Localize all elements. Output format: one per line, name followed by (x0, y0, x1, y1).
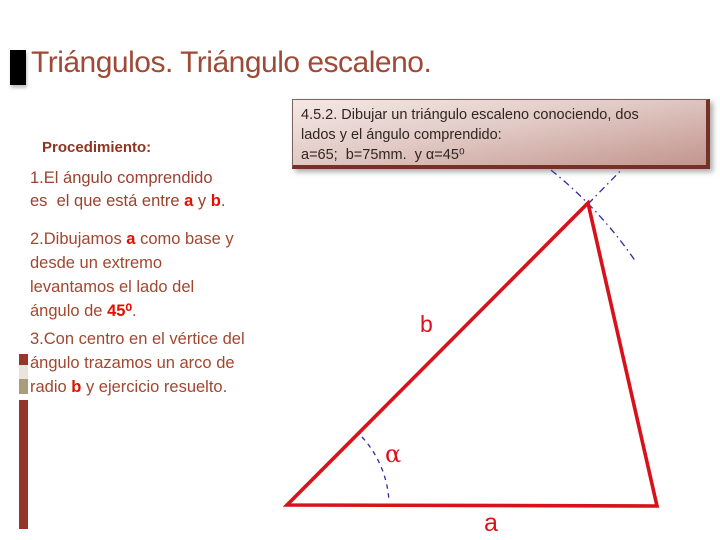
side-a-label: a (484, 509, 498, 537)
side-b-label: b (420, 311, 433, 337)
procedure-heading: Procedimiento: (42, 139, 152, 156)
construction-arc-radius-b (538, 160, 636, 262)
procedure-step-1: 1.El ángulo comprendido es el que está entre a y b. (30, 169, 226, 210)
procedure-step-3: 3.Con centro en el vértice del ángulo trazamos un arco de radio b y ejercicio resuelto. (30, 330, 245, 396)
slide-title: Triángulos. Triángulo escaleno. (31, 46, 432, 79)
procedure-step-2: 2.Dibujamos a como base y desde un extremo levantamos el lado del ángulo de 45⁰. (30, 230, 234, 320)
task-box: 4.5.2. Dibujar un triángulo escaleno conociendo, dos lados y el ángulo comprendido: a=65; b=75mm. y α=45⁰ (292, 99, 710, 169)
angle-alpha-label: α (385, 440, 402, 468)
triangle-outline (287, 203, 657, 506)
